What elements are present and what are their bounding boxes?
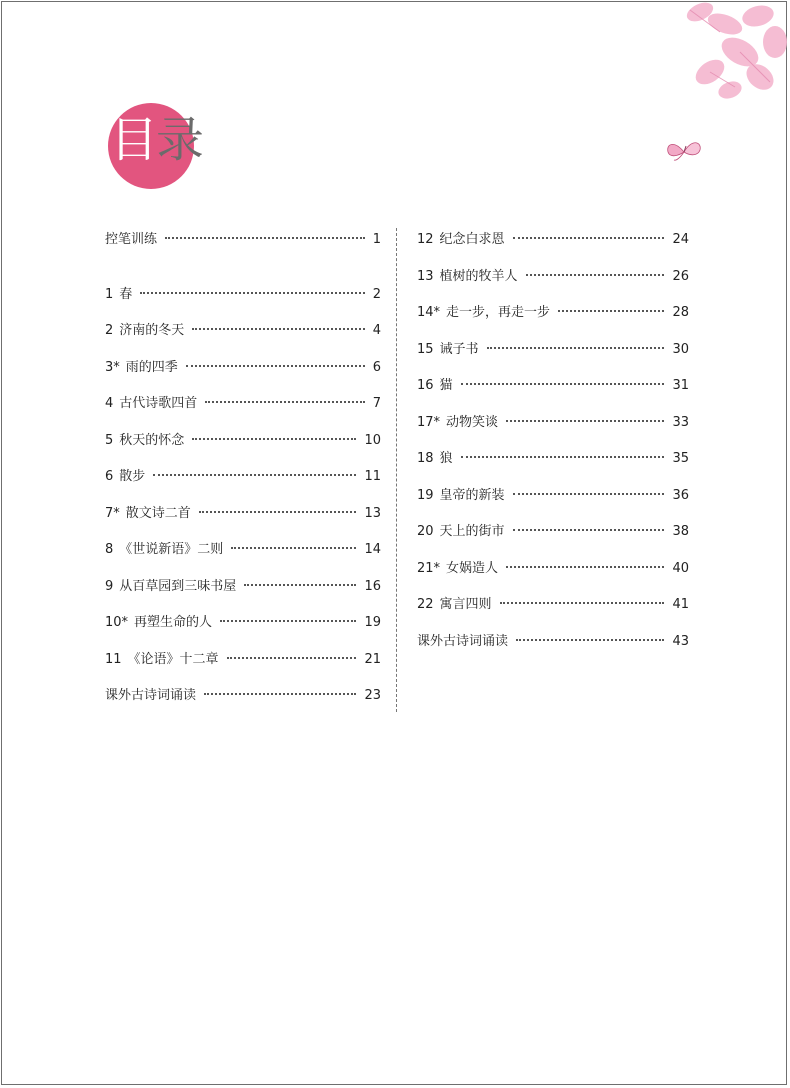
column-divider	[396, 228, 397, 712]
toc-title: 散文诗二首	[125, 505, 191, 521]
toc-row[interactable]	[105, 496, 381, 533]
toc-page: 30	[672, 341, 689, 357]
toc-number: 1	[105, 286, 114, 302]
section-gap	[105, 259, 381, 277]
toc-row[interactable]	[105, 642, 381, 679]
toc-page: 43	[672, 633, 689, 649]
toc-title: 春	[119, 286, 133, 302]
toc-number: 6	[105, 469, 114, 484]
toc-page: 31	[672, 378, 689, 393]
toc-row[interactable]	[105, 222, 381, 259]
toc-number: 2	[105, 323, 114, 338]
dot-leader	[506, 565, 664, 568]
dot-leader	[140, 291, 364, 294]
dot-leader	[516, 638, 664, 641]
dot-leader	[153, 473, 356, 476]
toc-left-column	[105, 222, 381, 715]
toc-row[interactable]	[417, 259, 689, 296]
toc-title: 动物笑谈	[446, 414, 499, 430]
flower-decoration-icon	[680, 2, 788, 106]
toc-row[interactable]	[105, 386, 381, 423]
toc-row[interactable]	[417, 368, 689, 405]
toc-page: 7	[372, 396, 381, 411]
toc-page: 26	[672, 268, 689, 284]
toc-page: 2	[372, 286, 381, 302]
toc-number: 8	[105, 542, 114, 557]
toc-row[interactable]	[417, 514, 689, 551]
toc-row[interactable]	[417, 624, 689, 661]
toc-row[interactable]	[105, 459, 381, 496]
toc-page: 38	[672, 524, 689, 539]
toc-title: 寓言四则	[439, 597, 492, 612]
toc-title: 课外古诗词诵读	[417, 633, 509, 649]
dot-leader	[244, 583, 356, 586]
toc-page: 28	[672, 305, 689, 320]
toc-number: 3*	[105, 359, 120, 375]
page-title	[110, 108, 230, 178]
dot-leader	[500, 601, 665, 604]
toc-row[interactable]	[105, 569, 381, 606]
toc-page: 10	[364, 432, 381, 448]
toc-title: 秋天的怀念	[119, 432, 185, 448]
toc-title: 散步	[119, 469, 146, 484]
toc-page: 14	[364, 542, 381, 557]
dot-leader	[487, 346, 665, 349]
dot-leader	[192, 437, 356, 440]
toc-row[interactable]	[417, 478, 689, 515]
dot-leader	[461, 382, 665, 385]
toc-page: 33	[672, 414, 689, 430]
dot-leader	[199, 510, 357, 513]
toc-row[interactable]	[105, 532, 381, 569]
toc-row[interactable]	[417, 587, 689, 624]
toc-number: 11	[105, 651, 122, 667]
toc-row[interactable]	[417, 441, 689, 478]
toc-row[interactable]	[417, 332, 689, 369]
dot-leader	[165, 236, 365, 239]
toc-page: 23	[364, 688, 381, 703]
toc-row[interactable]	[105, 678, 381, 715]
toc-page: 35	[672, 451, 689, 466]
toc-title: 植树的牧羊人	[439, 268, 518, 284]
toc-row[interactable]	[417, 551, 689, 588]
toc-number: 20	[417, 524, 434, 539]
toc-title: 诫子书	[439, 341, 479, 357]
dot-leader	[461, 455, 665, 458]
toc-row[interactable]	[105, 350, 381, 387]
toc-row[interactable]	[105, 313, 381, 350]
toc-row[interactable]	[105, 423, 381, 460]
dot-leader	[506, 419, 664, 422]
toc-page: 36	[672, 487, 689, 503]
toc-title: 《论语》十二章	[127, 651, 219, 667]
toc-number: 13	[417, 268, 434, 284]
title-char-2: 录	[156, 112, 203, 168]
dot-leader	[220, 619, 356, 622]
toc-number: 19	[417, 487, 434, 503]
dot-leader	[227, 656, 357, 659]
toc-title: 控笔训练	[105, 232, 158, 247]
toc-title: 走一步，再走一步	[446, 305, 551, 320]
toc-title: 天上的街市	[439, 524, 505, 539]
dot-leader	[513, 492, 665, 495]
toc-page: 19	[364, 615, 381, 630]
toc-title: 古代诗歌四首	[119, 396, 198, 411]
dot-leader	[192, 327, 364, 330]
toc-row[interactable]	[105, 605, 381, 642]
dot-leader	[513, 528, 665, 531]
dot-leader	[526, 273, 665, 276]
toc-number: 7*	[105, 505, 120, 521]
toc-title: 再塑生命的人	[134, 615, 213, 630]
toc-page: 41	[672, 597, 689, 612]
toc-number: 18	[417, 451, 434, 466]
toc-title: 狼	[439, 451, 453, 466]
toc-row[interactable]	[417, 222, 689, 259]
dot-leader	[205, 400, 364, 403]
toc-page: 11	[364, 469, 381, 484]
toc-page: 6	[372, 359, 381, 375]
toc-page: 24	[672, 232, 689, 247]
dot-leader	[558, 309, 664, 312]
toc-title: 纪念白求恩	[439, 232, 505, 247]
toc-number: 22	[417, 597, 434, 612]
toc-row[interactable]	[105, 277, 381, 314]
toc-number: 17*	[417, 414, 441, 430]
toc-title: 猫	[439, 378, 453, 393]
toc-row[interactable]	[417, 405, 689, 442]
toc-title: 女娲造人	[446, 560, 499, 576]
toc-page: 21	[364, 651, 381, 667]
toc-number: 5	[105, 432, 114, 448]
toc-title: 雨的四季	[125, 359, 178, 375]
toc-right-column	[417, 222, 689, 660]
butterfly-icon	[664, 134, 704, 164]
toc-number: 10*	[105, 615, 129, 630]
dot-leader	[231, 546, 356, 549]
toc-title: 课外古诗词诵读	[105, 688, 197, 703]
toc-title: 济南的冬天	[119, 323, 185, 338]
toc-title: 从百草园到三味书屋	[119, 578, 237, 594]
toc-title: 《世说新语》二则	[119, 542, 224, 557]
toc-number: 16	[417, 378, 434, 393]
toc-number: 15	[417, 341, 434, 357]
toc-number: 12	[417, 232, 434, 247]
toc-row[interactable]	[417, 295, 689, 332]
toc-page: 13	[364, 505, 381, 521]
toc-page: 4	[372, 323, 381, 338]
toc-page: 40	[672, 560, 689, 576]
toc-number: 14*	[417, 305, 441, 320]
toc-title: 皇帝的新装	[439, 487, 505, 503]
toc-number: 4	[105, 396, 114, 411]
dot-leader	[513, 236, 665, 239]
toc-number: 21*	[417, 560, 441, 576]
title-char-1: 目	[110, 112, 157, 168]
toc-number: 9	[105, 578, 114, 594]
toc-page: 16	[364, 578, 381, 594]
toc-page: 1	[372, 232, 381, 247]
dot-leader	[204, 692, 356, 695]
dot-leader	[186, 364, 365, 367]
